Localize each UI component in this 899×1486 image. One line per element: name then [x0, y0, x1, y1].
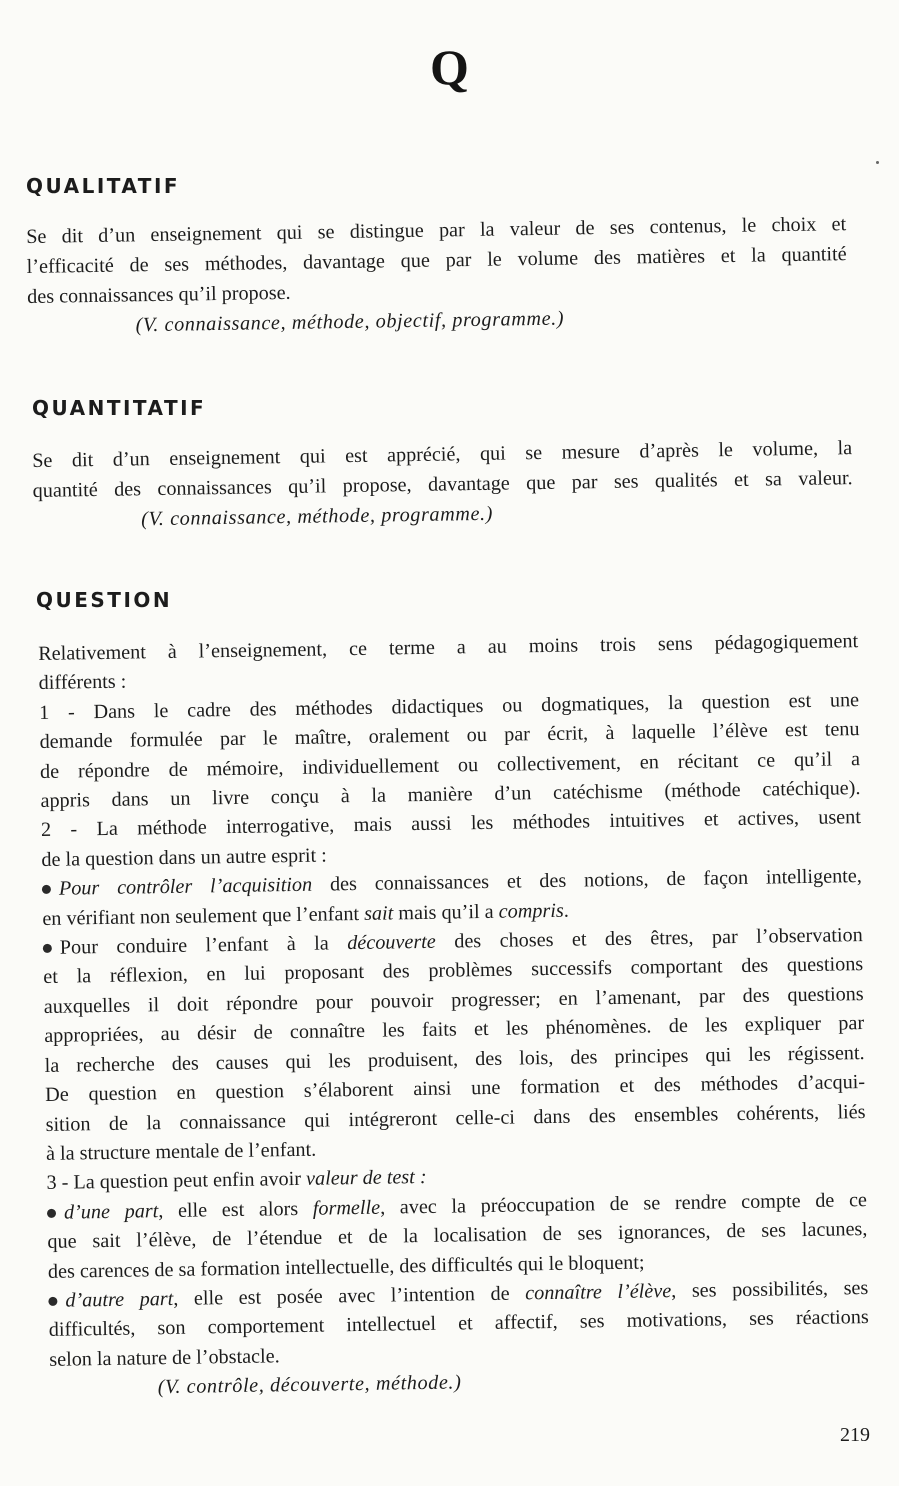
body-line: et la réflexion, en lui proposant des problèmes successifs comportant des questions — [43, 953, 864, 989]
body-line: auxquelles il doit répondre pour pouvoir progresser; en l’amenant, par des questions — [43, 982, 864, 1018]
body-line: l’efficacité de ses méthodes, davantage que par le volume des matières et la quantité — [26, 243, 847, 278]
body-line: la recherche des causes qui les produisent, des lois, des principes qui les régissent. — [44, 1041, 865, 1077]
body-line: selon la nature de l’obstacle. — [49, 1345, 280, 1371]
see-also-question: (V. contrôle, découverte, méthode.) — [157, 1371, 462, 1399]
body-line: demande formulée par le maître, oralement ou par écrit, à laquelle l’élève est tenu — [39, 718, 860, 754]
body-line: Pour contrôler l’acquisition des connaissances et des notions, de façon intelligente, — [42, 862, 862, 904]
body-line: Se dit d’un enseignement qui se distingue par la valeur de ses contenus, le choix et — [26, 213, 847, 248]
entry-body-quantitatif — [32, 433, 853, 536]
body-line: appropriées, au désir de connaître les faits et les phénomènes. de les expliquer par — [44, 1012, 865, 1048]
body-line: Relativement à l’enseignement, ce terme a au moins trois sens pédagogiquement — [38, 630, 859, 665]
body-line: 1 - Dans le cadre des méthodes didactiques ou dogmatiques, la question est une — [38, 688, 860, 724]
bullet-icon — [43, 944, 52, 953]
body-line: à la structure mentale de l’enfant. — [45, 1138, 317, 1165]
entry-heading-qualitatif: QUALITATIF — [26, 174, 181, 198]
page-number: 219 — [840, 1424, 870, 1446]
body-line: des carences de sa formation intellectuelle, des difficultés qui le bloquent; — [47, 1251, 645, 1283]
body-line: Pour conduire l’enfant à la découverte des choses et des êtres, par l’observation — [43, 921, 863, 963]
body-line: que sait l’élève, de l’étendue et de la localisation de ses ignorances, de ses lacunes, — [47, 1218, 868, 1254]
body-line: des connaissances qu’il propose. — [27, 281, 291, 308]
body-line: 2 - La méthode interrogative, mais aussi les méthodes intuitives et actives, usent — [40, 806, 862, 842]
body-line: 3 - La question peut enfin avoir valeur de test : — [46, 1166, 427, 1195]
body-line: en vérifiant non seulement que l’enfant sait mais qu’il a compris. — [42, 899, 569, 930]
body-line: de la question dans un autre esprit : — [41, 844, 327, 871]
see-also-qualitatif: (V. connaissance, méthode, objectif, programme.) — [135, 307, 565, 337]
body-line: difficultés, son comportement intellectuel et affectif, ses motivations, ses réactions — [48, 1306, 869, 1342]
body-line: sition de la connaissance qui intégreront celle-ci dans des ensembles cohérents, liés — [45, 1100, 866, 1136]
section-letter: Q — [430, 39, 469, 95]
bullet-icon — [48, 1297, 57, 1306]
entry-heading-quantitatif: QUANTITATIF — [32, 396, 207, 420]
see-also-quantitatif: (V. connaissance, méthode, programme.) — [140, 502, 494, 531]
body-line: d’autre part, elle est posée avec l’intention de connaître l’élève, ses possibilités, ses — [48, 1274, 868, 1316]
body-line: De question en question s’élaborent ainsi une formation et des méthodes d’acqui- — [44, 1071, 866, 1107]
entry-body-qualitatif — [26, 209, 848, 342]
entry-body-question — [38, 627, 870, 1404]
body-line: différents : — [38, 671, 127, 695]
print-speck — [876, 161, 879, 164]
body-line: appris dans un livre conçu à la manière d’un catéchisme (méthode catéchique). — [40, 777, 861, 813]
body-line: d’une part, elle est alors formelle, avec la préoccupation de se rendre compte de ce — [47, 1186, 867, 1228]
entry-heading-question: QUESTION — [36, 588, 173, 612]
body-line: de répondre de mémoire, individuellement ou collectivement, en récitant ce qu’il a — [39, 747, 861, 783]
body-line: Se dit d’un enseignement qui est apprécié, qui se mesure d’après le volume, la — [32, 437, 853, 472]
body-line: quantité des connaissances qu’il propose, davantage que par ses qualités et sa valeur. — [32, 467, 853, 502]
bullet-icon — [42, 885, 51, 894]
bullet-icon — [47, 1209, 56, 1218]
